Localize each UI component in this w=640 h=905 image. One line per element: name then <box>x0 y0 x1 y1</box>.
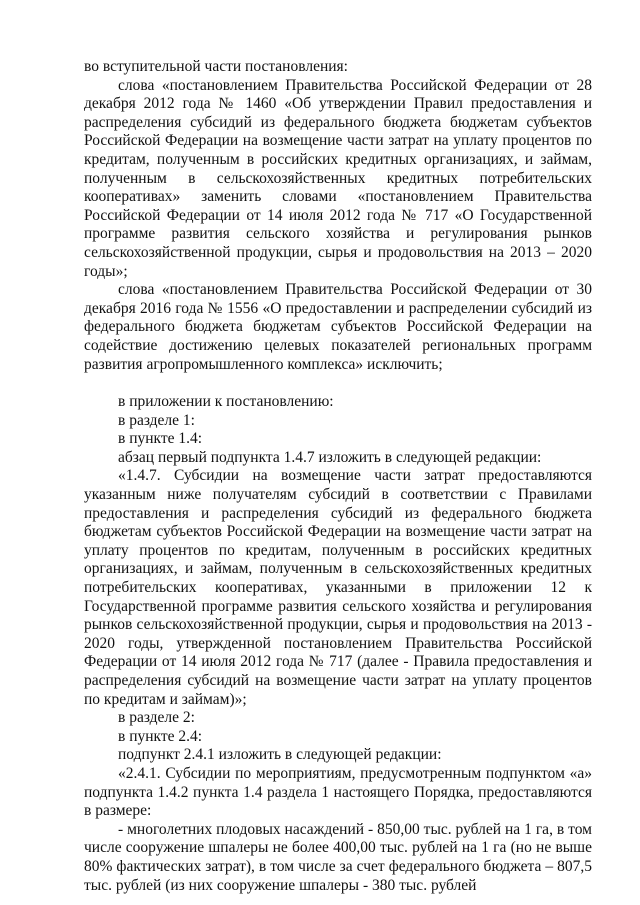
paragraph-quote-1-4-7: «1.4.7. Субсидии на возмещение части затрат предоставляются указанным ниже получателям субсидий в соответствии с Правилами предоставления и распределения субсидий из федерального бюджета бюджетам субъектов Российской Федерации на возмещение части затрат на уплату процентов по кредитам, полученным в российских кредитных организациях, и займам, полученным в сельскохозяйственных кредитных потребительских кооперативах, указанными в приложении 12 к Государственной программе развития сельского хозяйства и регулирования рынков сельскохозяйственной продукции, сырья и продовольствия на 2013 - 2020 годы, утвержденной постановлением Правительства Российской Федерации от 14 июля 2012 года № 717 (далее - Правила предоставления и распределения субсидий на возмещение части затрат на уплату процентов по кредитам и займам)»; <box>84 467 592 708</box>
paragraph-section-1: в разделе 1: <box>118 411 195 429</box>
paragraph-quote-2-4-1: «2.4.1. Субсидии по мероприятиям, предусмотренным подпунктом «а» подпункта 1.4.2 пункта 1.4 раздела 1 настоящего Порядка, предоставляются в размере: <box>84 764 592 820</box>
paragraph-appendix: в приложении к постановлению: <box>118 393 334 411</box>
paragraph-subitem-2-4-1: подпункт 2.4.1 изложить в следующей редакции: <box>118 746 442 764</box>
paragraph-exclude-words: слова «постановлением Правительства Российской Федерации от 30 декабря 2016 года № 1556 «О предоставлении и распределении субсидий из федерального бюджета бюджетам субъектов Российской Федерации на содействие достижению целевых показателей региональных программ развития агропромышленного комплекса» исключить; <box>84 281 592 373</box>
document-page <box>84 58 592 895</box>
paragraph-replace-words: слова «постановлением Правительства Российской Федерации от 28 декабря 2012 года № 1460 «Об утверждении Правил предоставления и распределения субсидий из федерального бюджета бюджетам субъектов Российской Федерации на возмещение части затрат на уплату процентов по кредитам, полученным в российских кредитных организациях, и займам, полученным в сельскохозяйственных кредитных потребительских кооперативах» заменить словами «постановлением Правительства Российской Федерации от 14 июля 2012 года № 717 «О Государственной программе развития сельского хозяйства и регулирования рынков сельскохозяйственной продукции, сырья и продовольствия на 2013 – 2020 годы»; <box>84 76 592 280</box>
paragraph-section-2: в разделе 2: <box>118 709 195 727</box>
paragraph-item-2-4: в пункте 2.4: <box>118 727 203 745</box>
paragraph-orchards: - многолетних плодовых насаждений - 850,00 тыс. рублей на 1 га, в том числе сооружение шпалеры не более 400,00 тыс. рублей на 1 га (но не выше 80% фактических затрат), в том числе за счет федерального бюджета – 807,5 тыс. рублей (из них сооружение шпалеры - 380 тыс. рублей <box>84 820 592 894</box>
paragraph-item-1-4: в пункте 1.4: <box>118 430 203 448</box>
paragraph-intro: во вступительной части постановления: <box>84 58 348 75</box>
paragraph-subitem-1-4-7: абзац первый подпункта 1.4.7 изложить в следующей редакции: <box>118 448 542 466</box>
